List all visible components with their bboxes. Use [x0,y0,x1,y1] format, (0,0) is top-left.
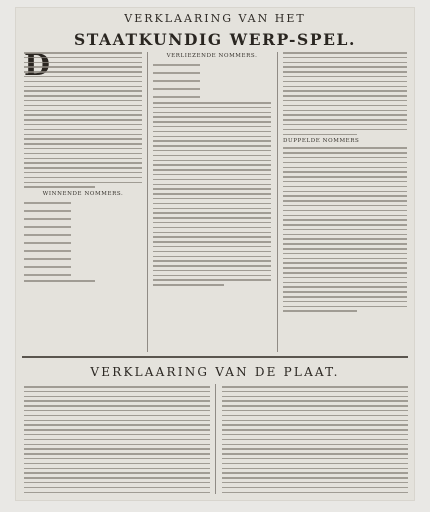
double-numbers-heading: DUPPELDE NOMMERS [283,138,360,145]
intro-column [24,52,142,362]
plate-section-title: VERKLAARING VAN DE PLAAT. [90,365,340,379]
document-title-line1: VERKLAARING VAN HET [124,12,306,25]
winning-numbers-list [24,200,142,278]
document-title-line2: STAATKUNDIG WERP-SPEL. [73,30,357,49]
plate-column-right [222,386,408,494]
section-divider [22,356,408,358]
losing-numbers-list [153,62,271,100]
column-divider-3 [215,384,216,494]
column-divider-2 [277,52,278,352]
column-divider-1 [147,52,148,352]
losing-column [153,52,271,362]
plate-column-left [24,386,210,494]
document-page [16,8,414,500]
rules-column [283,52,407,362]
winning-numbers-heading: WINNENDE NOMMERS. [42,191,124,198]
losing-numbers-heading: VERLIEZENDE NOMMERS. [166,53,258,59]
